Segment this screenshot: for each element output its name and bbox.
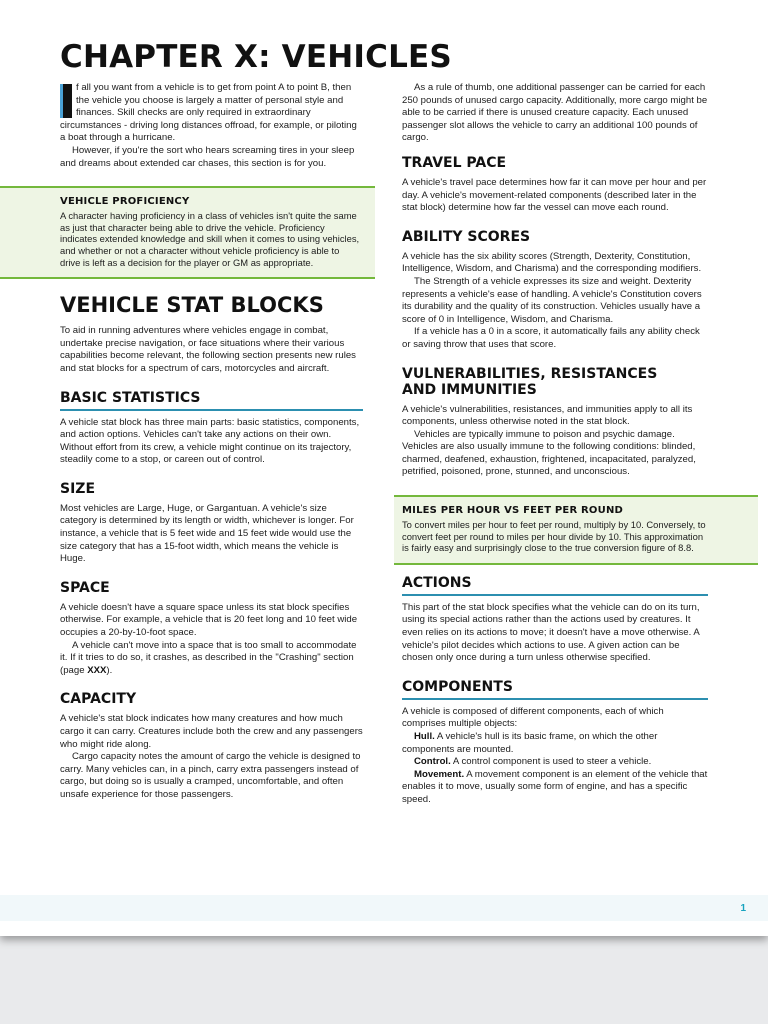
capacity-heading: CAPACITY <box>60 691 137 708</box>
ability-scores-text-1: A vehicle has the six ability scores (Strength, Dexterity, Constitution, Intelligence, Wisdom, and Charisma) and the corresponding modifiers. <box>402 250 702 275</box>
page-number: 1 <box>740 903 746 914</box>
movement-entry: Movement. A movement component is an element of the vehicle that enables it to move, usually some form of engine, and has a specific speed. <box>402 768 708 805</box>
travel-pace-heading: TRAVEL PACE <box>402 154 507 171</box>
proficiency-title: VEHICLE PROFICIENCY <box>60 196 190 208</box>
size-text: Most vehicles are Large, Huge, or Gargantuan. A vehicle's size category is determined by its length or width, whichever is longer. For instance, a vehicle that is 5 feet wide and 15 feet wide would use the size category that has a 15-foot width, which means the vehicle is Huge. <box>60 502 354 565</box>
capacity-text-2: Cargo capacity notes the amount of cargo the vehicle is designed to carry. Many vehicles can, in a pinch, carry extra passengers instead of cargo, but doing so is usually a cramped, uncomfortable, and often unsafe experience for those passengers. <box>60 751 361 800</box>
basic-statistics-text: A vehicle stat block has three main parts: basic statistics, components, and action options. Vehicles can't take any actions on their own. Without effort from its crew, a vehicle might continue on its trajectory, steadily come to a stop, or careen out of control. <box>60 416 360 466</box>
vehicle-proficiency-sidebar <box>0 186 375 279</box>
mph-sidebar <box>394 495 758 565</box>
control-entry: Control. A control component is used to steer a vehicle. <box>414 756 652 768</box>
actions-text: This part of the stat block specifies what the vehicle can do on its turn, using its special actions rather than the actions used by creatures. It even relies on its actions to move; it doesn't have a move otherwise. A vehicle's pilot decides which actions to use. A given action can be chosen only once during a turn unless otherwise specified. <box>402 601 700 664</box>
size-heading: SIZE <box>60 480 96 497</box>
drop-cap-i <box>60 84 72 118</box>
space-text-2: A vehicle can't move into a space that is too small to accommodate it. If it tries to do so, it crashes, as described in the "Crashing" section (page XXX). <box>60 639 357 676</box>
stat-blocks-heading: VEHICLE STAT BLOCKS <box>60 293 324 318</box>
proficiency-text: A character having proficiency in a class of vehicles isn't quite the same as just that character being able to drive the vehicle. Proficiency indicates extended knowledge and skill when it comes to using vehicles, and whether or not a character without vehicle proficiency is able to drive is left as a decision for the player or GM as appropriate. <box>60 210 360 268</box>
components-heading: COMPONENTS <box>402 679 708 700</box>
actions-heading: ACTIONS <box>402 575 708 596</box>
left-column <box>60 82 363 802</box>
ability-scores-text-2: The Strength of a vehicle expresses its size and weight. Dexterity represents a vehicle's ease of handling. A vehicle's Constitution covers its durability and the quality of its construction. Vehicles usually have a score of 0 in Intelligence, Wisdom, and Charisma. <box>402 275 702 325</box>
ability-scores-heading: ABILITY SCORES <box>402 228 531 245</box>
page-reference: XXX <box>87 664 107 676</box>
stat-blocks-text: To aid in running adventures where vehicles engage in combat, undertake precise navigation, or face situations where their various capabilities become relevant, the following section presents new rules and stat blocks for a spectrum of cars, motorcycles and aircraft. <box>60 325 356 374</box>
mph-text: To convert miles per hour to feet per round, multiply by 10. Conversely, to convert feet per round to miles per hour divide by 10. This approximation is fairly easy and surprisingly close to the true conversion figure of 8.8. <box>402 519 706 554</box>
intro-paragraph <box>60 82 363 145</box>
mph-title: MILES PER HOUR VS FEET PER ROUND <box>402 505 624 517</box>
chapter-title: CHAPTER X: VEHICLES <box>60 39 452 75</box>
page-footer <box>0 895 768 921</box>
vulnerabilities-text-1: A vehicle's vulnerabilities, resistances, and immunities apply to all its components, unless otherwise noted in the stat block. <box>402 403 693 428</box>
components-text: A vehicle is composed of different components, each of which comprises multiple objects: <box>402 705 664 730</box>
ability-scores-text-3: If a vehicle has a 0 in a score, it automatically fails any ability check or saving throw that uses that score. <box>402 326 700 350</box>
vulnerabilities-text-2: Vehicles are typically immune to poison and psychic damage. Vehicles are also usually immune to the following conditions: blinded, charmed, deafened, exhaustion, frightened, incapacitated, paralyzed, petrified, poisoned, prone, stunned, and unconscious. <box>402 428 696 478</box>
travel-pace-text: A vehicle's travel pace determines how far it can move per hour and per day. A vehicle's movement-related components (described later in the stat block) determine how far the vessel can move each round. <box>402 176 707 214</box>
capacity-text-1: A vehicle's stat block indicates how many creatures and how much cargo it can carry. Creatures include both the crew and any passengers who might ride along. <box>60 713 363 750</box>
hull-entry: Hull. A vehicle's hull is its basic frame, on which the other components are mounted. <box>402 731 658 755</box>
space-text-1: A vehicle doesn't have a square space unless its stat block specifies otherwise. For example, a vehicle that is 20 feet long and 10 feet wide occupies a 20-by-10-foot space. <box>60 601 358 639</box>
basic-statistics-heading: BASIC STATISTICS <box>60 390 363 411</box>
capacity-continued-text: As a rule of thumb, one additional passenger can be carried for each 250 pounds of unused cargo capacity. Additionally, more cargo might be able to be carried if there is unused creature capacity. Each unused passenger slot allows the vehicle to carry an additional 100 pounds of cargo. <box>402 82 708 144</box>
intro-text-2: However, if you're the sort who hears screaming tires in your sleep and dreams about extended car chases, this section is for you. <box>60 144 355 169</box>
intro-text-1: f all you want from a vehicle is to get from point A to point B, then the vehicle you choose is largely a matter of personal style and finances. Skill checks are only required in extraordinary circumstances - driving long distances offroad, for example, or piloting a boat through a hurricane. <box>60 82 357 144</box>
space-heading: SPACE <box>60 579 110 596</box>
vulnerabilities-heading: VULNERABILITIES, RESISTANCES AND IMMUNITIES <box>402 365 658 398</box>
right-column <box>402 82 708 807</box>
